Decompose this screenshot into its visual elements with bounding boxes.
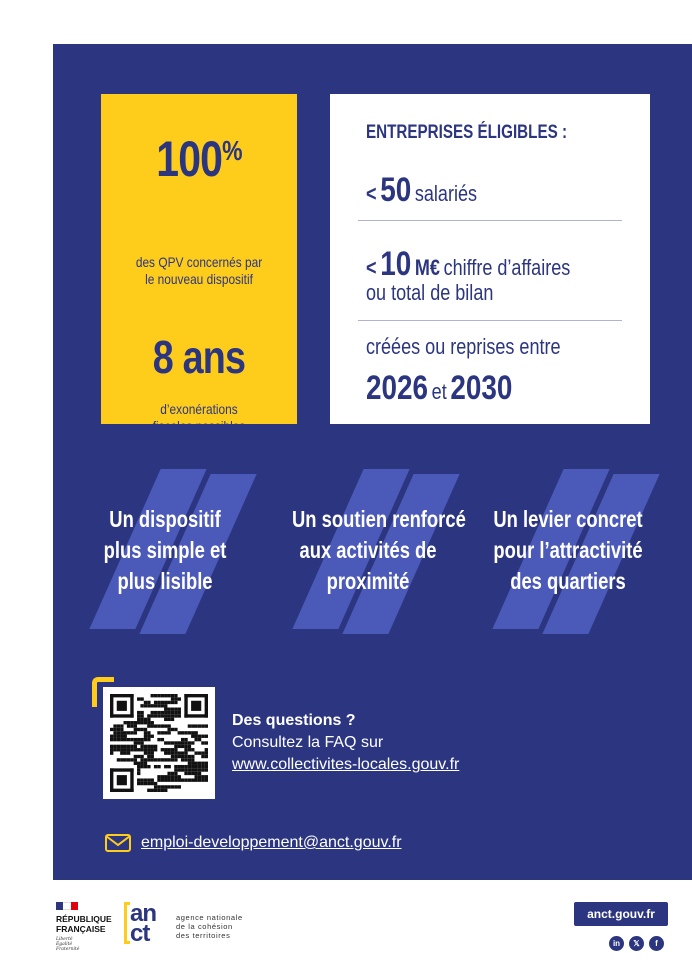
- divider: [358, 220, 622, 221]
- benefit-simplicity: Un dispositif plus simple et plus lisible: [70, 464, 260, 639]
- x-icon[interactable]: 𝕏: [629, 936, 644, 951]
- benefit-local-activities: Un soutien renforcé aux activités de proximité: [273, 464, 463, 639]
- stats-card: [101, 94, 297, 434]
- percent-stat: 100%: [156, 131, 242, 187]
- facebook-icon[interactable]: f: [649, 936, 664, 951]
- faq-link[interactable]: www.collectivites-locales.gouv.fr: [232, 756, 460, 773]
- eligibility-card: [330, 94, 650, 424]
- social-links: [609, 936, 664, 951]
- qr-code[interactable]: [103, 687, 215, 799]
- linkedin-icon[interactable]: in: [609, 936, 624, 951]
- faq-block: [232, 710, 459, 776]
- contact-email[interactable]: [105, 834, 402, 852]
- qr-code-icon: [110, 694, 208, 792]
- envelope-icon: [105, 834, 131, 852]
- creation-years: 2026 et 2030: [366, 369, 513, 407]
- anct-logo: an ct: [124, 900, 170, 946]
- turnover-criterion: < 10 M€ chiffre d’affaires: [366, 245, 571, 283]
- faq-invite: Consultez la FAQ sur: [232, 734, 384, 751]
- poster-background: [53, 44, 692, 880]
- eligibility-header: ENTREPRISES ÉLIGIBLES :: [366, 122, 568, 143]
- turnover-criterion-line2: ou total de bilan: [366, 280, 494, 305]
- years-description: d’exonérations fiscales possibles: [152, 401, 246, 434]
- creation-criterion: créées ou reprises entre: [366, 334, 561, 359]
- republique-francaise-logo: RÉPUBLIQUE FRANÇAISE: [56, 914, 112, 934]
- employees-criterion: < 50 salariés: [366, 171, 478, 209]
- divider: [358, 320, 622, 321]
- website-link[interactable]: anct.gouv.fr: [574, 902, 668, 926]
- faq-question: Des questions ?: [232, 712, 356, 729]
- french-flag-icon: [56, 902, 78, 910]
- anct-name: agence nationale de la cohésion des territoires: [176, 913, 243, 940]
- benefit-attractiveness: Un levier concret pour l’attractivité des quartiers: [473, 464, 663, 639]
- republic-motto: Liberté Égalité Fraternité: [56, 937, 80, 952]
- percent-description: des QPV concernés par le nouveau dispositif: [135, 254, 263, 287]
- years-stat: 8 ans: [152, 331, 246, 383]
- email-link[interactable]: emploi-developpement@anct.gouv.fr: [141, 834, 402, 851]
